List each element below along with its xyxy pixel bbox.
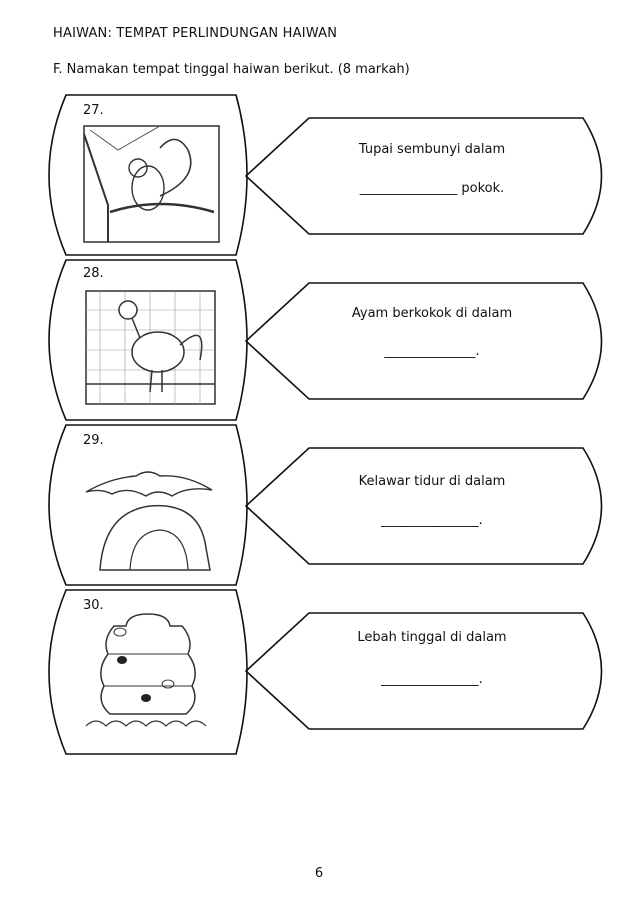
question-prompt: Ayam berkokok di dalam: [351, 306, 513, 321]
question-number: 28.: [83, 266, 104, 281]
question-28-frame: [49, 260, 602, 420]
bat-cave-picture: [86, 472, 212, 570]
answer-line[interactable]: _______________.: [381, 672, 483, 687]
question-number: 30.: [83, 598, 104, 613]
question-prompt: Lebah tinggal di dalam: [357, 630, 507, 645]
question-27-frame: [49, 95, 602, 255]
question-number: 27.: [83, 103, 104, 118]
rooster-picture: [86, 291, 215, 404]
question-29-frame: [49, 425, 602, 585]
instruction-text: F. Namakan tempat tinggal haiwan berikut. (8 markah): [53, 62, 410, 77]
page-number: 6: [314, 866, 324, 881]
question-prompt: Kelawar tidur di dalam: [358, 474, 506, 489]
squirrel-picture: [84, 126, 219, 242]
answer-line[interactable]: _______________.: [381, 513, 483, 528]
answer-line[interactable]: ______________.: [384, 344, 480, 359]
question-prompt: Tupai sembunyi dalam: [358, 142, 506, 157]
answer-line[interactable]: _______________ pokok.: [359, 181, 505, 196]
beehive-picture: [86, 614, 206, 726]
worksheet-title: HAIWAN: TEMPAT PERLINDUNGAN HAIWAN: [53, 26, 338, 41]
question-number: 29.: [83, 433, 104, 448]
